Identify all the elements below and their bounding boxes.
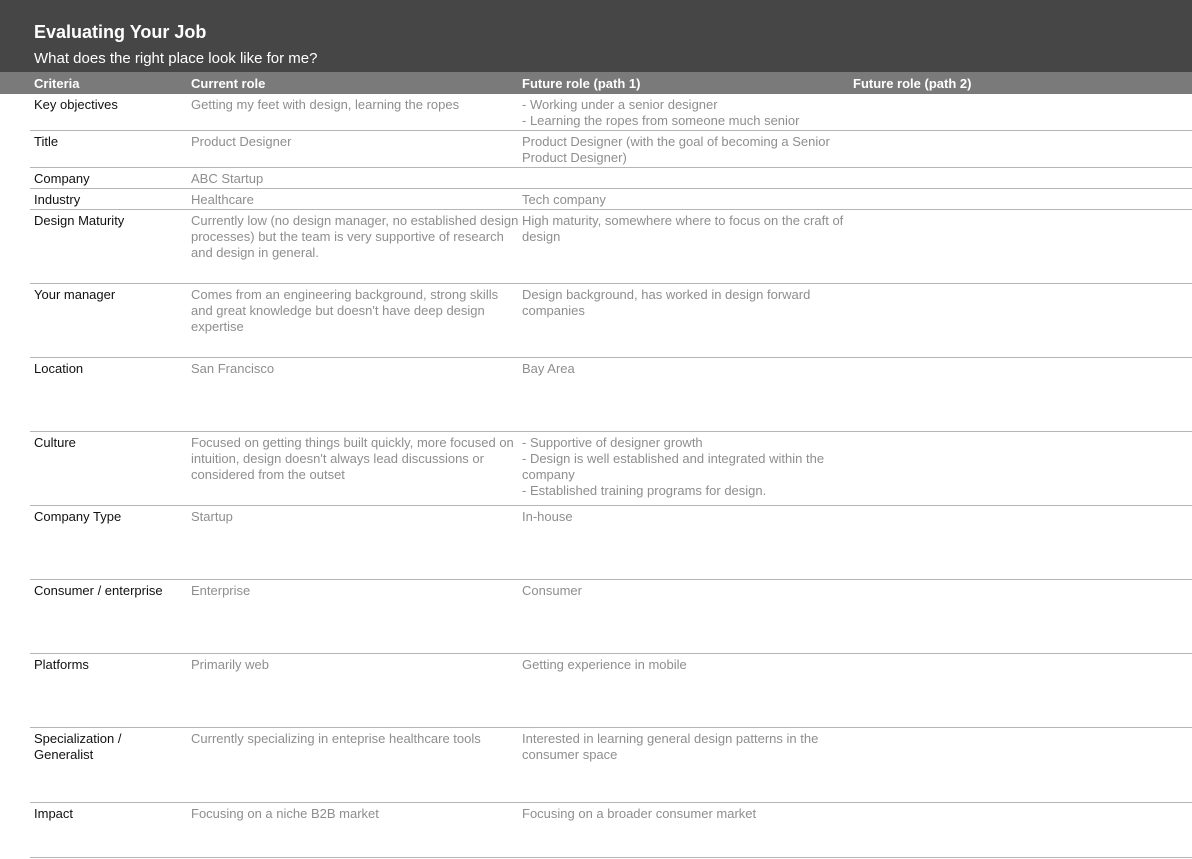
table-row <box>30 131 1192 168</box>
page-subtitle: What does the right place look like for me? <box>34 50 318 67</box>
column-header-row <box>0 72 1192 94</box>
current-role-cell[interactable]: Product Designer <box>191 134 292 149</box>
current-role-cell[interactable]: Currently specializing in enteprise healthcare tools <box>191 731 481 746</box>
table-row <box>30 94 1192 131</box>
current-role-cell[interactable]: Getting my feet with design, learning the ropes <box>191 97 460 112</box>
criteria-cell[interactable]: Impact <box>34 806 74 821</box>
current-role-cell[interactable]: Primarily web <box>191 657 270 672</box>
criteria-cell[interactable]: Key objectives <box>34 97 118 112</box>
table-row <box>30 506 1192 580</box>
column-header-current-role: Current role <box>191 76 266 91</box>
table-row <box>30 580 1192 654</box>
table-row <box>30 803 1192 858</box>
current-role-cell[interactable]: Startup <box>191 509 233 524</box>
current-role-cell[interactable]: Enterprise <box>191 583 251 598</box>
sheet-header <box>0 0 1192 72</box>
column-header-criteria: Criteria <box>34 76 80 91</box>
current-role-cell[interactable]: Focused on getting things built quickly, more focused on intuition, design doesn't always lead discussions or considered from the outset <box>191 435 514 482</box>
future-role-path-1-cell[interactable]: Consumer <box>522 583 582 598</box>
future-role-path-1-cell[interactable]: Interested in learning general design patterns in the consumer space <box>522 731 819 762</box>
criteria-cell[interactable]: Your manager <box>34 287 116 302</box>
table-row <box>30 358 1192 432</box>
future-role-path-1-cell[interactable]: Design background, has worked in design forward companies <box>522 287 811 318</box>
table-row <box>30 168 1192 189</box>
criteria-cell[interactable]: Location <box>34 361 84 376</box>
table-row <box>30 728 1192 803</box>
future-role-path-1-cell[interactable]: - Working under a senior designer - Learning the ropes from someone much senior <box>522 97 800 128</box>
column-header-future-role-path-2: Future role (path 2) <box>853 76 972 91</box>
future-role-path-1-cell[interactable]: Getting experience in mobile <box>522 657 687 672</box>
current-role-cell[interactable]: San Francisco <box>191 361 275 376</box>
future-role-path-1-cell[interactable]: - Supportive of designer growth - Design is well established and integrated within the company - Established training programs for design. <box>522 435 825 498</box>
future-role-path-1-cell[interactable]: Bay Area <box>522 361 575 376</box>
criteria-cell[interactable]: Industry <box>34 192 81 207</box>
criteria-cell[interactable]: Specialization / Generalist <box>34 731 122 762</box>
current-role-cell[interactable]: Comes from an engineering background, strong skills and great knowledge but doesn't have deep design expertise <box>191 287 499 334</box>
column-header-future-role-path-1: Future role (path 1) <box>522 76 641 91</box>
current-role-cell[interactable]: ABC Startup <box>191 171 264 186</box>
criteria-cell[interactable]: Company <box>34 171 90 186</box>
future-role-path-1-cell[interactable]: In-house <box>522 509 573 524</box>
criteria-cell[interactable]: Platforms <box>34 657 89 672</box>
table-row <box>30 284 1192 358</box>
page-title: Evaluating Your Job <box>34 22 207 42</box>
future-role-path-1-cell[interactable]: Product Designer (with the goal of becoming a Senior Product Designer) <box>522 134 830 165</box>
future-role-path-1-cell[interactable]: High maturity, somewhere where to focus on the craft of design <box>522 213 844 244</box>
current-role-cell[interactable]: Focusing on a niche B2B market <box>191 806 379 821</box>
future-role-path-1-cell[interactable]: Tech company <box>522 192 606 207</box>
current-role-cell[interactable]: Currently low (no design manager, no established design processes) but the team is very supportive of research and design in general. <box>191 213 519 260</box>
criteria-cell[interactable]: Company Type <box>34 509 122 524</box>
criteria-cell[interactable]: Title <box>34 134 59 149</box>
future-role-path-1-cell[interactable]: Focusing on a broader consumer market <box>522 806 757 821</box>
table-row <box>30 432 1192 506</box>
table-row <box>30 189 1192 210</box>
table-row <box>30 210 1192 284</box>
criteria-cell[interactable]: Consumer / enterprise <box>34 583 163 598</box>
current-role-cell[interactable]: Healthcare <box>191 192 254 207</box>
criteria-cell[interactable]: Design Maturity <box>34 213 125 228</box>
table-row <box>30 654 1192 728</box>
criteria-cell[interactable]: Culture <box>34 435 76 450</box>
